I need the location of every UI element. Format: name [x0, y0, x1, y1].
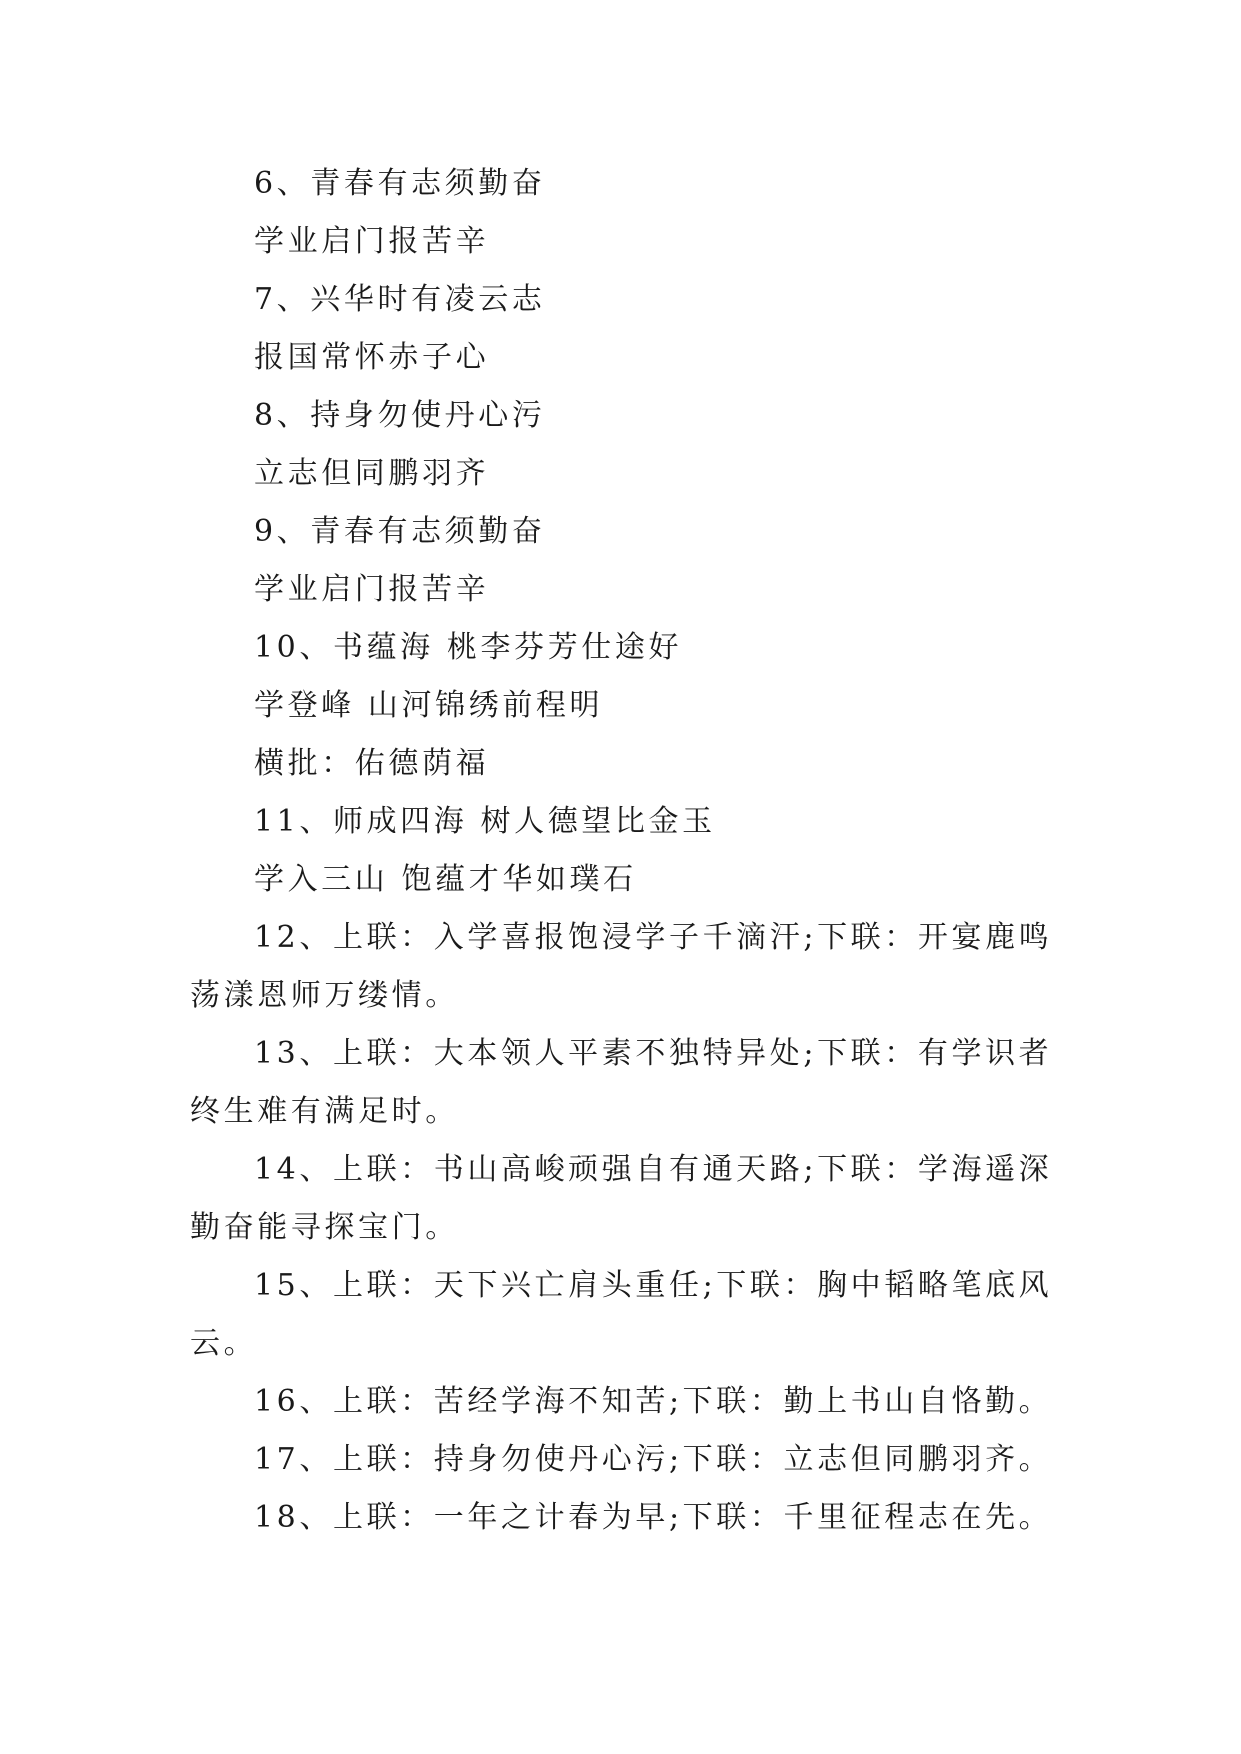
couplet-paragraph-15-line-1: 15、上联：天下兴亡肩头重任;下联：胸中韬略笔底风 — [254, 1268, 1053, 1303]
couplet-line-7-lower: 报国常怀赤子心 — [254, 340, 490, 375]
couplet-line-9-lower: 学业启门报苦辛 — [254, 572, 490, 607]
couplet-line-6-upper: 6、青春有志须勤奋 — [254, 166, 546, 201]
couplet-line-8-upper: 8、持身勿使丹心污 — [254, 398, 546, 433]
couplet-line-10-lower: 学登峰 山河锦绣前程明 — [254, 688, 604, 723]
couplet-paragraph-12-line-1: 12、上联：入学喜报饱浸学子千滴汗;下联：开宴鹿鸣 — [254, 920, 1053, 955]
couplet-line-9-upper: 9、青春有志须勤奋 — [254, 514, 546, 549]
couplet-paragraph-13-line-2: 终生难有满足时。 — [190, 1094, 459, 1129]
couplet-paragraph-16: 16、上联：苦经学海不知苦;下联：勤上书山自恪勤。 — [254, 1384, 1053, 1419]
couplet-paragraph-14-line-2: 勤奋能寻探宝门。 — [190, 1210, 459, 1245]
couplet-line-10-upper: 10、书蕴海 桃李芬芳仕途好 — [254, 630, 683, 665]
couplet-paragraph-13-line-1: 13、上联：大本领人平素不独特异处;下联：有学识者 — [254, 1036, 1053, 1071]
couplet-paragraph-14-line-1: 14、上联：书山高峻顽强自有通天路;下联：学海遥深 — [254, 1152, 1053, 1187]
couplet-line-8-lower: 立志但同鹏羽齐 — [254, 456, 490, 491]
couplet-line-10-banner: 横批：佑德荫福 — [254, 746, 490, 781]
couplet-paragraph-17: 17、上联：持身勿使丹心污;下联：立志但同鹏羽齐。 — [254, 1442, 1053, 1477]
couplet-paragraph-15-line-2: 云。 — [190, 1326, 258, 1361]
couplet-line-6-lower: 学业启门报苦辛 — [254, 224, 490, 259]
couplet-paragraph-12-line-2: 荡漾恩师万缕情。 — [190, 978, 459, 1013]
couplet-line-11-lower: 学入三山 饱蕴才华如璞石 — [254, 862, 637, 897]
couplet-line-11-upper: 11、师成四海 树人德望比金玉 — [254, 804, 716, 839]
couplet-line-7-upper: 7、兴华时有凌云志 — [254, 282, 546, 317]
couplet-paragraph-18: 18、上联：一年之计春为早;下联：千里征程志在先。 — [254, 1500, 1053, 1535]
